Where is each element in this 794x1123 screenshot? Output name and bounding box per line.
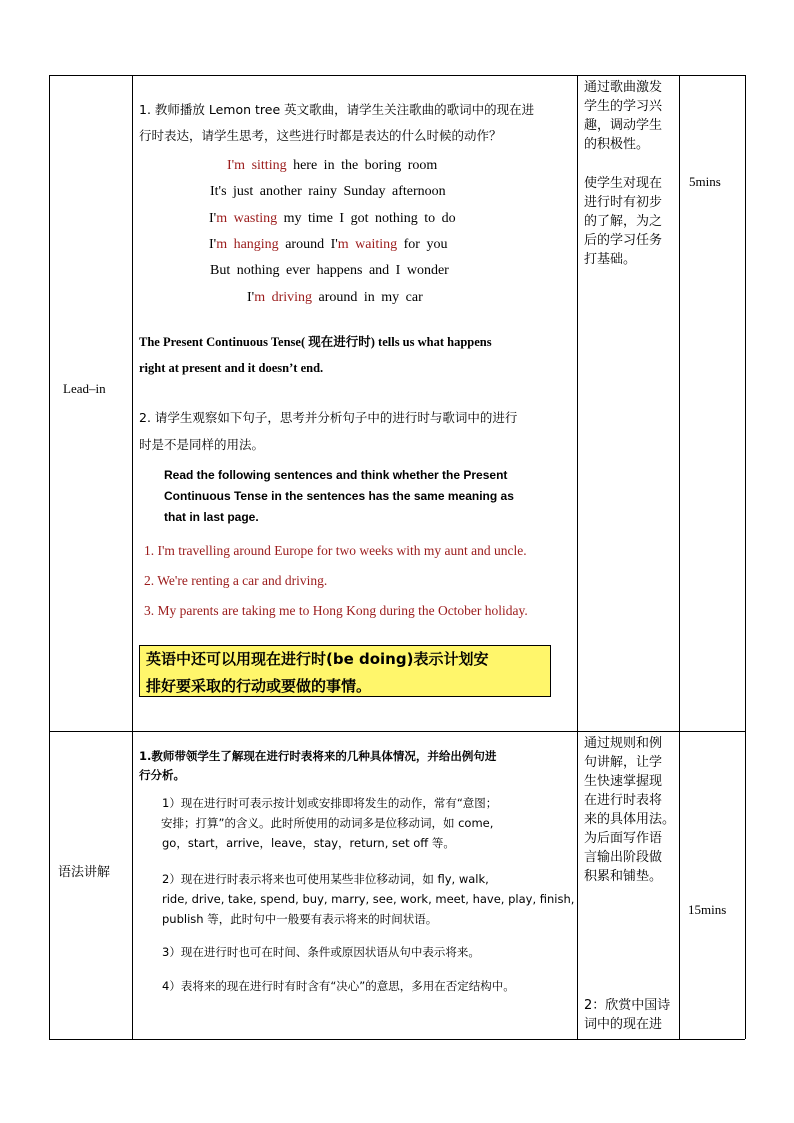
purpose-grammar-1: 通过规则和例 句讲解，让学 生快速掌握现 在进行时表将 来的具体用法。 为后面写作语 言输出阶段做 积累和铺垫。 [584, 736, 676, 884]
stage-label-grammar: 语法讲解 [58, 865, 111, 880]
row-divider [49, 731, 745, 732]
definition-line1: The Present Continuous Tense( 现在进行时) tells us what happens [139, 335, 492, 349]
lyric-progressive: m wasting [216, 211, 278, 226]
instruction-line2: Continuous Tense in the sentences has the same meaning as [164, 489, 514, 503]
purpose-lead-in-2: 使学生对现在 进行时有初步 的了解，为之 后的学习任务 打基础。 [584, 176, 663, 267]
highlight-note-box [139, 645, 551, 697]
lyric-progressive: m driving [254, 290, 313, 305]
step2-line1: 2. 请学生观察如下句子，思考并分析句子中的进行时与歌词中的进行 [139, 410, 518, 425]
lyric-progressive: I'm sitting [227, 158, 287, 173]
grammar-point-3: 3）现在进行时也可在时间、条件或原因状语从句中表示将来。 [162, 945, 480, 959]
time-grammar: 15mins [688, 902, 727, 917]
table-bottom-border [49, 1039, 745, 1040]
column-divider-1 [132, 75, 133, 1039]
time-lead-in: 5mins [689, 174, 721, 189]
lyric-line-5: But nothing ever happens and I wonder [210, 263, 449, 278]
example-sentence-3: 3. My parents are taking me to Hong Kong during the October holiday. [144, 603, 528, 618]
highlight-note-line2: 排好要采取的行动或要做的事情。 [146, 677, 372, 695]
instruction-line1: Read the following sentences and think whether the Present [164, 468, 508, 482]
instruction-line3: that in last page. [164, 510, 259, 524]
column-divider-2 [577, 75, 578, 1039]
step1-line1: 1. 教师播放 Lemon tree 英文歌曲，请学生关注歌曲的歌词中的现在进 [139, 102, 535, 117]
lyric-line-3: I'm wasting my time I got nothing to do [209, 211, 456, 226]
lyric-line-4: I'm hanging around I'm waiting for you [209, 237, 448, 252]
lyric-line-1: I'm sitting here in the boring room [227, 158, 438, 173]
lyric-line-2: It's just another rainy Sunday afternoon [210, 184, 446, 199]
lyric-progressive: m waiting [337, 237, 398, 252]
grammar-point-4: 4）表将来的现在进行时有时含有“决心”的意思，多用在否定结构中。 [162, 979, 515, 993]
step2-line2: 时是不是同样的用法。 [139, 437, 265, 452]
stage-label-lead-in: Lead–in [63, 381, 106, 396]
grammar-point-2: 2）现在进行时表示将来也可使用某些非位移动词，如 fly, walk, ride, drive, take, spend, buy, marry, see, work, meet, have, play, finish, publish 等，此时句中一般要有表示将来的时间状语。 [162, 872, 575, 926]
grammar-heading-line2: 行分析。 [139, 768, 185, 782]
step1-line2: 行时表达，请学生思考，这些进行时都是表达的什么时候的动作？ [139, 128, 502, 143]
lyric-progressive: m hanging [216, 237, 279, 252]
grammar-heading-line1: 1.教师带领学生了解现在进行时表将来的几种具体情况，并给出例句进 [139, 749, 497, 763]
table-right-border [745, 75, 746, 1039]
purpose-lead-in-1: 通过歌曲激发 学生的学习兴 趣，调动学生 的积极性。 [584, 80, 663, 152]
table-top-border [49, 75, 745, 76]
example-sentence-1: 1. I'm travelling around Europe for two weeks with my aunt and uncle. [144, 543, 527, 558]
table-left-border [49, 75, 50, 1039]
grammar-point-1: 1）现在进行时可表示按计划或安排即将发生的动作，常有“意图； 安排；打算”的含义。此时所使用的动词多是位移动词，如 come, go，start，arrive，leave，stay，return, set off 等。 [161, 796, 498, 850]
highlight-note-line1: 英语中还可以用现在进行时(be doing)表示计划安 [146, 650, 489, 668]
purpose-grammar-2: 2：欣赏中国诗 词中的现在进 [584, 998, 671, 1032]
example-sentence-2: 2. We're renting a car and driving. [144, 573, 328, 588]
definition-line2: right at present and it doesn’t end. [139, 361, 324, 375]
column-divider-3 [679, 75, 680, 1039]
lyric-line-6: I'm driving around in my car [247, 290, 423, 305]
